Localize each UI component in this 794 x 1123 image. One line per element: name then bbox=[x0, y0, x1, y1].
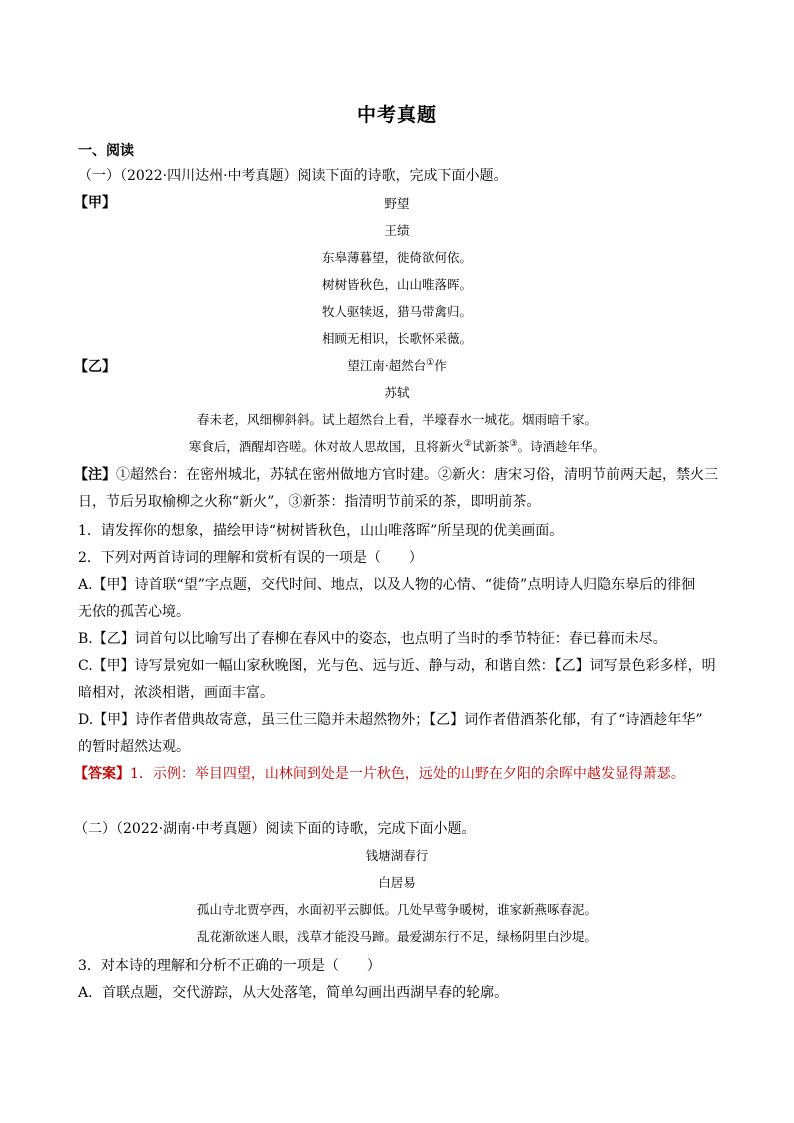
poem2-line-part: 寒食后，酒醒却咨嗟。休对故人思故国，且将新火 bbox=[188, 439, 464, 454]
group2-intro: （二）（2022·湖南·中考真题）阅读下面的诗歌，完成下面小题。 bbox=[74, 821, 476, 837]
option-a: A.【甲】诗首联“望”字点题，交代时间、地点，以及人物的心情、“徙倚”点明诗人归隐东皋后的徘徊 bbox=[78, 577, 696, 593]
poem1-line: 相顾无相识，长歌怀采薇。 bbox=[321, 331, 472, 346]
jia-label: 【甲】 bbox=[74, 195, 116, 211]
question-1: 1．请发挥你的想象，描绘甲诗“树树皆秋色，山山唯落晖”所呈现的优美画面。 bbox=[78, 523, 564, 539]
option-c-cont: 暗相对，浓淡相谐，画面丰富。 bbox=[78, 685, 274, 701]
option-a: A．首联点题，交代游踪，从大处落笔，简单勾画出西湖早春的轮廓。 bbox=[78, 985, 509, 1001]
option-a-cont: 无依的孤苦心境。 bbox=[78, 604, 190, 620]
poem1-line: 树树皆秋色，山山唯落晖。 bbox=[321, 277, 472, 292]
answer-tag: 【答案】 bbox=[74, 766, 130, 782]
option-d-cont: 的暂时超然达观。 bbox=[78, 739, 190, 755]
footnote-mark: ③ bbox=[509, 438, 518, 449]
note-line bbox=[74, 464, 718, 484]
poem2-line-part: 。诗酒趁年华。 bbox=[517, 439, 606, 454]
poem3-title: 钱塘湖春行 bbox=[365, 848, 429, 863]
page-title: 中考真题 bbox=[356, 104, 437, 126]
yi-label: 【乙】 bbox=[74, 359, 116, 375]
poem3-line: 乱花渐欲迷人眼，浅草才能没马蹄。最爱湖东行不足，绿杨阴里白沙堤。 bbox=[196, 929, 597, 944]
note-line: 日，节后另取榆柳之火称“新火”，③新茶：指清明节前采的茶，即明前茶。 bbox=[78, 494, 541, 510]
option-d: D.【甲】诗作者借典故寄意，虽三仕三隐并未超然物外；【乙】词作者借酒茶化郁，有了“诗酒趁年华” bbox=[78, 712, 703, 728]
option-b: B.【乙】词首句以比喻写出了春柳在春风中的姿态，也点明了当时的季节特征：春已暮而未尽。 bbox=[78, 631, 667, 647]
question-3: 3．对本诗的理解和分析不正确的一项是（ ） bbox=[78, 958, 381, 974]
poem2-title bbox=[0, 356, 794, 374]
poem2-title-main: 望江南·超然台 bbox=[347, 358, 427, 373]
poem2-line: 春未老，风细柳斜斜。试上超然台上看，半壕春水一城花。烟雨暗千家。 bbox=[196, 412, 597, 427]
poem2-line bbox=[0, 437, 794, 455]
answer-line bbox=[74, 763, 714, 783]
section-heading: 一、阅读 bbox=[78, 143, 134, 159]
poem3-line: 孤山寺北贾亭西，水面初平云脚低。几处早莺争暖树，谁家新燕啄春泥。 bbox=[196, 902, 597, 917]
poem1-line: 东皋薄暮望，徙倚欲何依。 bbox=[321, 250, 472, 265]
note-text: ①超然台：在密州城北，苏轼在密州做地方官时建。②新火：唐宋习俗，清明节前两天起，禁火三 bbox=[116, 467, 718, 483]
answer-text: 1．示例：举目四望，山林间到处是一片秋色，远处的山野在夕阳的余晖中越发显得萧瑟。 bbox=[130, 766, 685, 782]
note-tag: 【注】 bbox=[74, 467, 116, 483]
poem3-author: 白居易 bbox=[378, 875, 416, 890]
poem1-author: 王绩 bbox=[384, 223, 410, 238]
poem1-title: 野望 bbox=[384, 196, 410, 211]
question-2: 2．下列对两首诗词的理解和赏析有误的一项是（ ） bbox=[78, 550, 423, 566]
group1-intro: （一）（2022·四川达州·中考真题）阅读下面的诗歌，完成下面小题。 bbox=[78, 168, 508, 184]
poem2-author: 苏轼 bbox=[384, 385, 410, 400]
poem2-title-tail: 作 bbox=[434, 358, 447, 373]
poem2-line-part: 试新茶 bbox=[471, 439, 510, 454]
footnote-mark: ① bbox=[426, 357, 435, 368]
option-c: C.【甲】诗写景宛如一幅山家秋晚图，光与色、远与近、静与动，和谐自然：【乙】词写景色彩多样，明 bbox=[78, 658, 716, 674]
poem1-line: 牧人驱犊返，猎马带禽归。 bbox=[321, 304, 472, 319]
footnote-mark: ② bbox=[463, 438, 472, 449]
